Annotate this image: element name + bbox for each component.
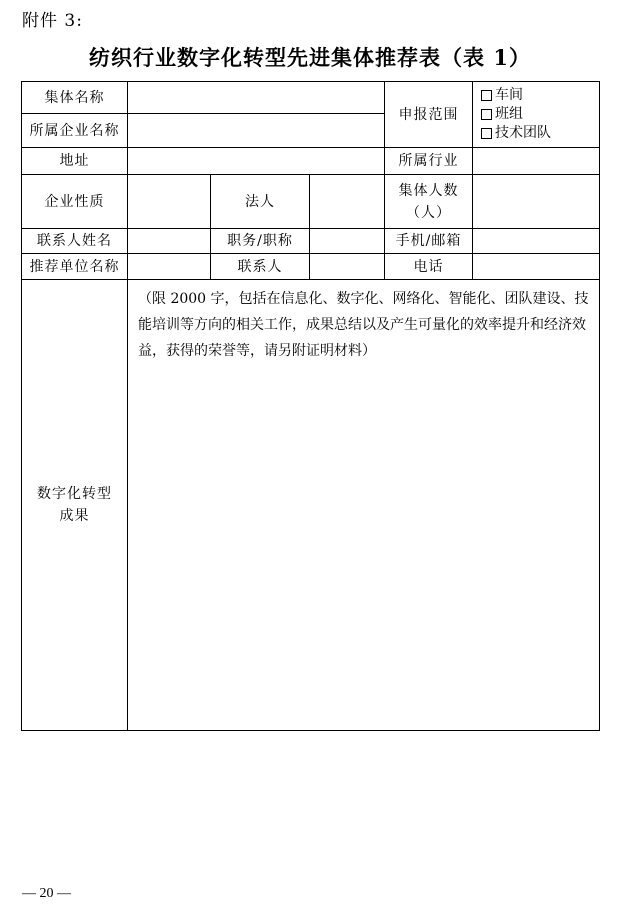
scope-option-workshop[interactable]: 车间 [481, 86, 599, 105]
address-field[interactable] [128, 148, 385, 175]
address-label: 地址 [22, 148, 128, 175]
recommendation-form-table [21, 81, 600, 731]
company-name-field[interactable] [128, 114, 385, 148]
phone-email-label: 手机/邮箱 [385, 229, 473, 254]
position-field[interactable] [310, 229, 385, 254]
group-name-field[interactable] [128, 82, 385, 114]
form-title: 纺织行业数字化转型先进集体推荐表（表 1） [89, 45, 531, 70]
company-nature-label: 企业性质 [22, 175, 128, 229]
achievements-label: 数字化转型 成果 [22, 280, 128, 731]
phone-email-field[interactable] [473, 229, 600, 254]
industry-label: 所属行业 [385, 148, 473, 175]
scope-option-team[interactable]: 班组 [481, 105, 599, 124]
company-nature-field[interactable] [128, 175, 211, 229]
scope-option-tech-team[interactable]: 技术团队 [481, 124, 599, 143]
contact-name-field[interactable] [128, 229, 211, 254]
achievements-instruction: （限 2000 字，包括在信息化、数字化、网络化、智能化、团队建设、技能培训等方向的相关工作，成果总结以及产生可量化的效率提升和经济效益，获得的荣誉等，请另附证明材料） [138, 291, 589, 359]
headcount-field[interactable] [473, 175, 600, 229]
contact-person-label: 联系人 [211, 254, 310, 280]
achievements-field[interactable] [128, 280, 600, 731]
telephone-field[interactable] [473, 254, 600, 280]
recommending-unit-label: 推荐单位名称 [22, 254, 128, 280]
telephone-label: 电话 [385, 254, 473, 280]
industry-field[interactable] [473, 148, 600, 175]
headcount-label: 集体人数 （人） [385, 175, 473, 229]
checkbox-icon[interactable] [481, 90, 492, 101]
position-label: 职务/职称 [211, 229, 310, 254]
recommending-unit-field[interactable] [128, 254, 211, 280]
declare-scope-options [473, 82, 600, 148]
legal-person-label: 法人 [211, 175, 310, 229]
attachment-label: 附件 3: [22, 11, 83, 31]
contact-person-field[interactable] [310, 254, 385, 280]
declare-scope-label: 申报范围 [385, 82, 473, 148]
checkbox-icon[interactable] [481, 109, 492, 120]
legal-person-field[interactable] [310, 175, 385, 229]
checkbox-icon[interactable] [481, 128, 492, 139]
page-number: — 20 — [22, 886, 71, 901]
group-name-label: 集体名称 [22, 82, 128, 114]
company-name-label: 所属企业名称 [22, 114, 128, 148]
contact-name-label: 联系人姓名 [22, 229, 128, 254]
